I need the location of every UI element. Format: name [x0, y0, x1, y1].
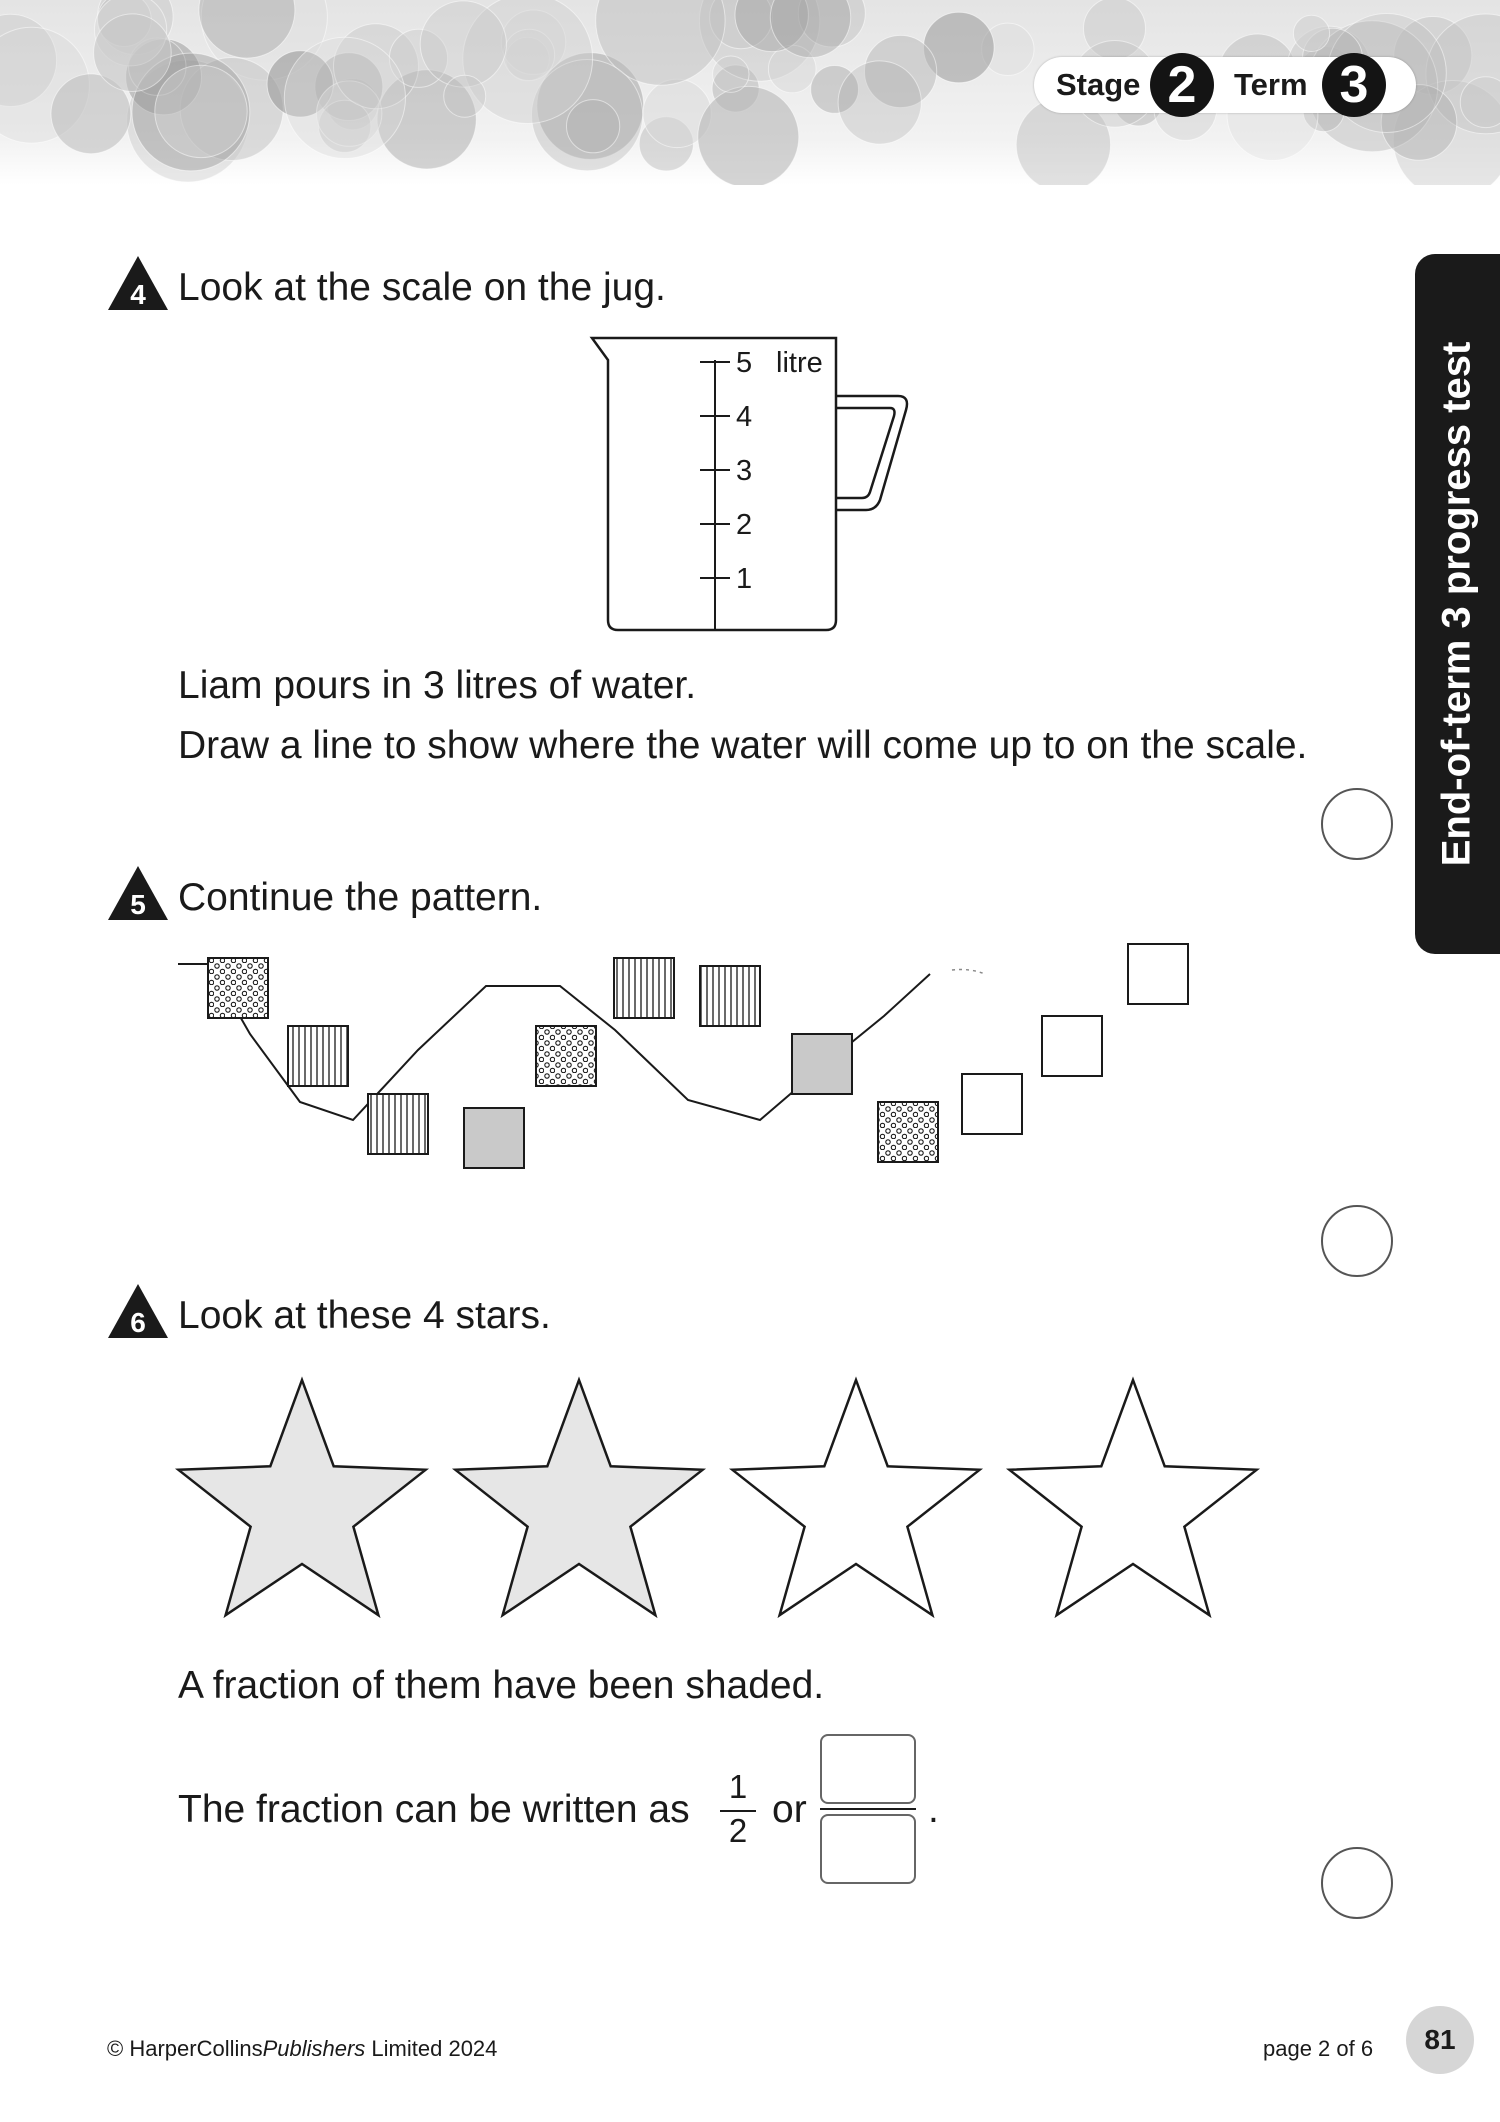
scale-unit: litre — [776, 347, 823, 379]
copyright-prefix: © HarperCollins — [107, 2036, 263, 2061]
stars-row — [170, 1360, 1280, 1630]
pattern-tile-stripes — [700, 966, 760, 1026]
question-4-line-1: Liam pours in 3 litres of water. — [178, 664, 697, 707]
bubble-decoration — [284, 37, 405, 158]
pattern-tile-blank — [1128, 944, 1188, 1004]
question-5-badge — [106, 864, 170, 922]
pattern-tile-grey — [464, 1108, 524, 1168]
pattern-tile-grey — [792, 1034, 852, 1094]
fraction-numerator: 1 — [728, 1768, 748, 1805]
star-shaded — [178, 1380, 425, 1615]
bubble-decoration — [94, 14, 172, 92]
fraction-sentence-text: The fraction can be written as — [178, 1788, 690, 1831]
stage-number: 2 — [1150, 53, 1214, 117]
page-number: 81 — [1406, 2006, 1474, 2074]
copyright-suffix: Limited 2024 — [365, 2036, 498, 2061]
mark-box-q4 — [1321, 788, 1393, 860]
pattern-tile-blank — [962, 1074, 1022, 1134]
bubble-decoration — [155, 65, 247, 157]
bubble-decoration — [713, 56, 749, 92]
answer-denominator-box[interactable] — [820, 1814, 916, 1884]
scale-label-3: 3 — [736, 455, 753, 487]
copyright-italic: Publishers — [262, 2036, 366, 2061]
scale-label-4: 4 — [736, 401, 753, 433]
scale-label-5: 5 — [736, 347, 753, 379]
pattern-tile-stripes — [614, 958, 674, 1018]
star-shaded — [455, 1380, 702, 1615]
term-number: 3 — [1322, 53, 1386, 117]
bubble-decoration — [698, 86, 799, 185]
bubble-decoration — [420, 1, 506, 87]
question-4-number: 4 — [130, 279, 146, 310]
question-4-line-2: Draw a line to show where the water will come up to on the scale. — [178, 724, 1308, 767]
bubble-decoration — [444, 75, 486, 117]
pattern-tile-blank — [1042, 1016, 1102, 1076]
scale-label-1: 1 — [736, 563, 753, 595]
mark-box-q5 — [1321, 1205, 1393, 1277]
pattern-tile-dots — [536, 1026, 596, 1086]
answer-fraction-bar — [820, 1808, 916, 1810]
copyright — [107, 2036, 497, 2062]
question-6-number: 6 — [130, 1307, 146, 1338]
question-6-prompt: Look at these 4 stars. — [178, 1294, 551, 1337]
question-4-prompt: Look at the scale on the jug. — [178, 266, 666, 309]
measuring-jug — [588, 330, 918, 640]
side-tab-title: End-of-term 3 progress test — [1434, 341, 1479, 867]
answer-numerator-box[interactable] — [820, 1734, 916, 1804]
pattern-tile-stripes — [288, 1026, 348, 1086]
question-5-prompt: Continue the pattern. — [178, 876, 543, 919]
end-punctuation: . — [928, 1788, 939, 1831]
pattern-tile-dots — [878, 1102, 938, 1162]
question-6-line-1: A fraction of them have been shaded. — [178, 1664, 825, 1707]
bubble-decoration — [567, 100, 620, 153]
pattern-tile-stripes — [368, 1094, 428, 1154]
pattern-string — [170, 930, 1250, 1180]
scale-label-2: 2 — [736, 509, 753, 541]
question-6-badge — [106, 1282, 170, 1340]
pattern-tile-dots — [208, 958, 268, 1018]
bubble-decoration — [838, 61, 921, 144]
star-unshaded — [732, 1380, 979, 1615]
mark-box-q6 — [1321, 1847, 1393, 1919]
or-word: or — [772, 1788, 807, 1831]
star-unshaded — [1009, 1380, 1256, 1615]
question-5-number: 5 — [130, 889, 146, 920]
stage-term-badge — [1034, 57, 1416, 113]
fraction-denominator: 2 — [728, 1812, 748, 1849]
side-tab — [1415, 254, 1500, 954]
term-label: Term — [1234, 67, 1308, 102]
question-4-badge — [106, 254, 170, 312]
stage-label: Stage — [1056, 67, 1141, 102]
bubble-decoration — [1293, 15, 1329, 51]
page-indicator: page 2 of 6 — [1263, 2036, 1374, 2061]
